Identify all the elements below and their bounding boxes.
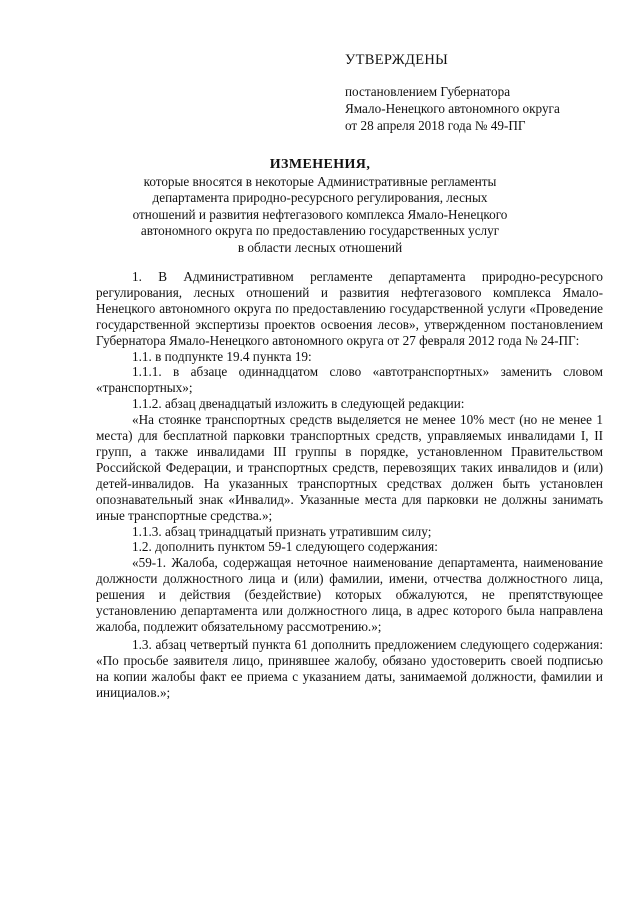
approval-heading: УТВЕРЖДЕНЫ — [345, 52, 449, 68]
approval-stamp — [345, 52, 625, 134]
title-line: в области лесных отношений — [237, 239, 403, 255]
document-title — [90, 157, 550, 256]
title-heading: ИЗМЕНЕНИЯ, — [269, 157, 371, 172]
paragraph-1-1-1: 1.1.1. в абзаце одиннадцатом слово «автотранспортных» заменить словом «транспортных»; — [96, 364, 603, 396]
paragraph-1: 1. В Административном регламенте департамента природно-ресурсного регулирования, лесных отношений и развития нефтегазового комплекса Ямало-Ненецкого автономного округа по предоставлению государственной услуги «Проведение государственной экспертизы проектов освоения лесов», утвержденном постановлением Губернатора Ямало-Ненецкого автономного округа от 27 февраля 2012 года № 24-ПГ: — [96, 269, 603, 348]
paragraph-1-3: 1.3. абзац четвертый пункта 61 дополнить предложением следующего содержания: «По просьбе заявителя лицо, принявшее жалобу, обязано удостоверить своей подписью на копии жалобы факт ее приема с указанием даты, занимаемой должности, фамилии и инициалов.»; — [96, 636, 603, 700]
paragraph-quote-59-1: «59-1. Жалоба, содержащая неточное наименование департамента, наименование должности должностного лица и (или) фамилии, имени, отчества должностного лица, решения и действия (бездействие) которых обжалуются, не препятствующее установлению департамента или должностного лица, в адрес которого была направлена жалоба, подлежит обязательному рассмотрению.»; — [96, 555, 603, 634]
paragraph-1-1-2: 1.1.2. абзац двенадцатый изложить в следующей редакции: — [132, 396, 465, 412]
approval-line: постановлением Губернатора — [345, 84, 511, 99]
approval-line: Ямало-Ненецкого автономного округа — [345, 101, 560, 116]
paragraph-1-1-3: 1.1.3. абзац тринадцатый признать утратившим силу; — [132, 523, 432, 539]
paragraph-1-1: 1.1. в подпункте 19.4 пункта 19: — [132, 348, 312, 364]
approval-line: от 28 апреля 2018 года № 49-ПГ — [345, 118, 526, 133]
document-body — [96, 269, 603, 700]
paragraph-1-2: 1.2. дополнить пунктом 59-1 следующего содержания: — [132, 539, 438, 555]
title-line: автономного округа по предоставлению государственных услуг — [140, 223, 500, 238]
paragraph-quote-parking: «На стоянке транспортных средств выделяется не менее 10% мест (но не менее 1 места) для бесплатной парковки транспортных средств, управляемых инвалидами I, II групп, а также инвалидами III группы в порядке, установленном Правительством Российской Федерации, и транспортных средств, перевозящих таких инвалидов и (или) детей-инвалидов. На указанных транспортных средствах должен быть установлен опознавательный знак «Инвалид». Указанные места для парковки не должны занимать иные транспортные средства.»; — [96, 412, 603, 523]
title-line: департамента природно-ресурсного регулирования, лесных — [152, 190, 488, 205]
title-line: отношений и развития нефтегазового комплекса Ямало-Ненецкого — [132, 206, 508, 222]
title-line: которые вносятся в некоторые Административные регламенты — [143, 173, 497, 189]
